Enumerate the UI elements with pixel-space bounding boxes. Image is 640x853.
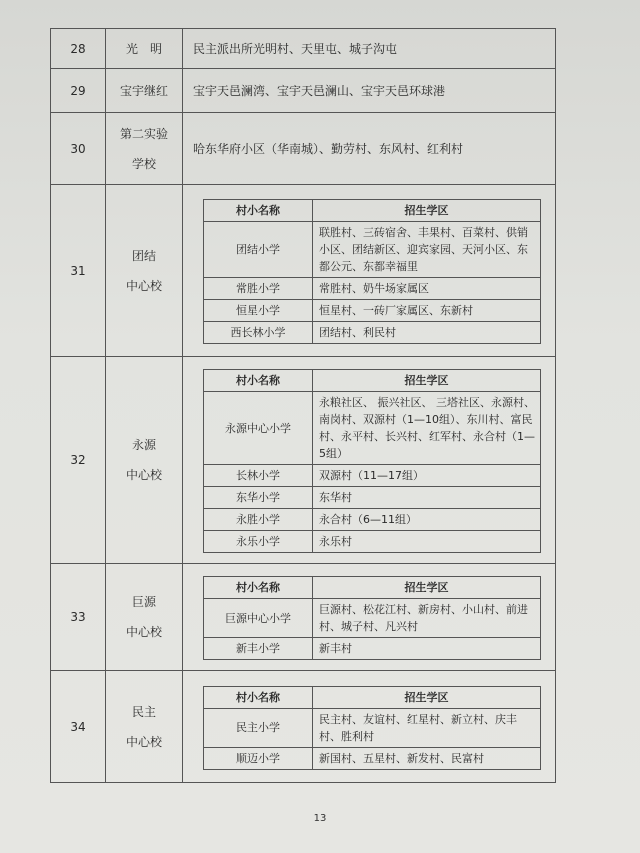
enrollment-zone: 永乐村	[313, 531, 541, 553]
village-school-name: 巨源中心小学	[204, 599, 313, 638]
village-school-name: 新丰小学	[204, 638, 313, 660]
sub-table-row	[204, 599, 541, 638]
enrollment-area: 民主派出所光明村、天里屯、城子沟屯	[183, 29, 556, 69]
village-school-name: 长林小学	[204, 465, 313, 487]
sub-header-row	[204, 200, 541, 222]
row-number: 31	[51, 185, 106, 357]
school-name: 宝宇继红	[106, 69, 183, 113]
table-row	[51, 185, 556, 357]
row-number: 30	[51, 113, 106, 185]
header-village-school: 村小名称	[204, 686, 313, 708]
header-enrollment-zone: 招生学区	[313, 200, 541, 222]
header-enrollment-zone: 招生学区	[313, 686, 541, 708]
school-name: 民主 中心校	[106, 671, 183, 783]
sub-header-row	[204, 370, 541, 392]
table-row	[51, 113, 556, 185]
enrollment-zone: 民主村、友谊村、红星村、新立村、庆丰村、胜利村	[313, 708, 541, 747]
header-village-school: 村小名称	[204, 370, 313, 392]
row-number: 29	[51, 69, 106, 113]
sub-table-row	[204, 487, 541, 509]
header-village-school: 村小名称	[204, 577, 313, 599]
village-school-name: 永乐小学	[204, 531, 313, 553]
enrollment-area: 哈东华府小区（华南城）、勤劳村、东风村、红利村	[183, 113, 556, 185]
enrollment-zone: 双源村（11—17组）	[313, 465, 541, 487]
village-school-name: 西长林小学	[204, 322, 313, 344]
sub-table-row	[204, 278, 541, 300]
sub-table-cell	[183, 185, 556, 357]
village-school-table	[203, 199, 541, 344]
enrollment-zone: 新国村、五星村、新发村、民富村	[313, 747, 541, 769]
row-number: 34	[51, 671, 106, 783]
village-school-name: 永胜小学	[204, 509, 313, 531]
sub-table-cell	[183, 357, 556, 564]
header-village-school: 村小名称	[204, 200, 313, 222]
enrollment-zone: 常胜村、奶牛场家属区	[313, 278, 541, 300]
row-number: 28	[51, 29, 106, 69]
table-row	[51, 564, 556, 671]
header-enrollment-zone: 招生学区	[313, 577, 541, 599]
village-school-name: 东华小学	[204, 487, 313, 509]
village-school-name: 恒星小学	[204, 300, 313, 322]
enrollment-zone: 恒星村、一砖厂家属区、东新村	[313, 300, 541, 322]
sub-table-row	[204, 465, 541, 487]
sub-table-cell	[183, 564, 556, 671]
village-school-name: 团结小学	[204, 222, 313, 278]
table-row	[51, 29, 556, 69]
enrollment-zone: 联胜村、三砖宿舍、丰果村、百菜村、供销小区、团结新区、迎宾家园、天河小区、东都公元、东都幸福里	[313, 222, 541, 278]
row-number: 33	[51, 564, 106, 671]
school-name: 团结 中心校	[106, 185, 183, 357]
enrollment-zone: 永粮社区、 振兴社区、 三塔社区、永源村、南岗村、双源村（1—10组）、东川村、富民村、永平村、长兴村、红军村、永合村（1—5组）	[313, 392, 541, 465]
village-school-table	[203, 576, 541, 660]
school-name: 第二实验 学校	[106, 113, 183, 185]
sub-header-row	[204, 577, 541, 599]
enrollment-zone: 巨源村、松花江村、新房村、小山村、前进村、城子村、凡兴村	[313, 599, 541, 638]
table-row	[51, 357, 556, 564]
table-row	[51, 69, 556, 113]
enrollment-zone: 团结村、利民村	[313, 322, 541, 344]
sub-table-cell	[183, 671, 556, 783]
village-school-name: 民主小学	[204, 708, 313, 747]
village-school-name: 常胜小学	[204, 278, 313, 300]
enrollment-zone: 新丰村	[313, 638, 541, 660]
sub-table-row	[204, 747, 541, 769]
sub-table-row	[204, 531, 541, 553]
school-name: 巨源 中心校	[106, 564, 183, 671]
page-number: 13	[313, 813, 327, 824]
sub-table-row	[204, 708, 541, 747]
school-name: 永源 中心校	[106, 357, 183, 564]
sub-table-row	[204, 638, 541, 660]
village-school-name: 永源中心小学	[204, 392, 313, 465]
enrollment-zone: 东华村	[313, 487, 541, 509]
sub-header-row	[204, 686, 541, 708]
sub-table-row	[204, 509, 541, 531]
enrollment-zone: 永合村（6—11组）	[313, 509, 541, 531]
sub-table-row	[204, 322, 541, 344]
enrollment-area: 宝宇天邑澜湾、宝宇天邑澜山、宝宇天邑环球港	[183, 69, 556, 113]
header-enrollment-zone: 招生学区	[313, 370, 541, 392]
sub-table-row	[204, 300, 541, 322]
sub-table-row	[204, 222, 541, 278]
village-school-name: 顺迈小学	[204, 747, 313, 769]
school-name: 光 明	[106, 29, 183, 69]
village-school-table	[203, 686, 541, 770]
enrollment-table	[50, 28, 556, 783]
row-number: 32	[51, 357, 106, 564]
village-school-table	[203, 369, 541, 553]
table-row	[51, 671, 556, 783]
sub-table-row	[204, 392, 541, 465]
